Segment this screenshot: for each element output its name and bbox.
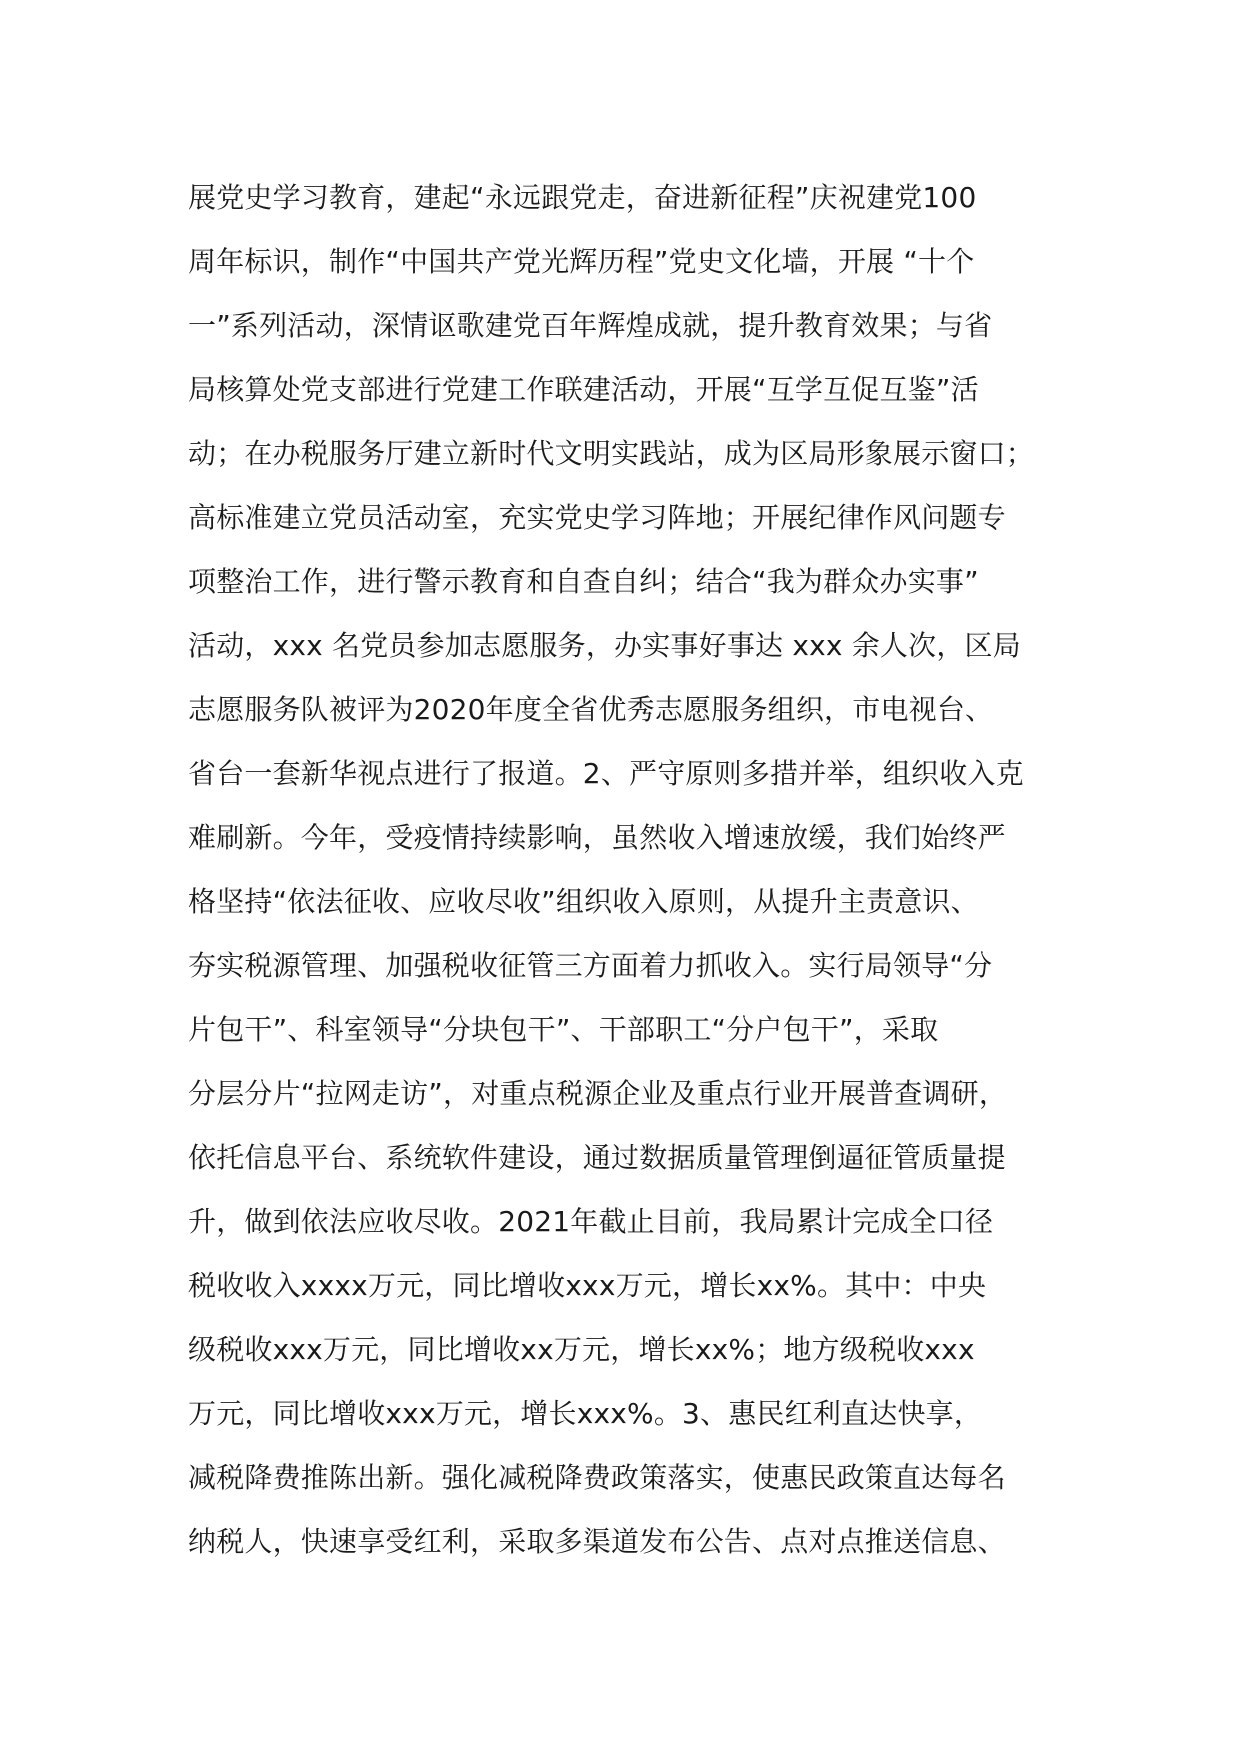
text-line: 活动，xxx 名党员参加志愿服务，办实事好事达 xxx 余人次，区局 — [188, 629, 1021, 662]
text-line: 格坚持“依法征收、应收尽收”组织收入原则，从提升主责意识、 — [188, 885, 979, 918]
text-line: 展党史学习教育，建起“永远跟党走，奋进新征程”庆祝建党100 — [188, 181, 977, 214]
text-line: 级税收xxx万元，同比增收xx万元，增长xx%；地方级税收xxx — [188, 1333, 975, 1366]
text-line: 依托信息平台、系统软件建设，通过数据质量管理倒逼征管质量提 — [188, 1141, 1006, 1174]
text-line: 一”系列活动，深情讴歌建党百年辉煌成就，提升教育效果；与省 — [188, 309, 993, 342]
text-line: 高标准建立党员活动室，充实党史学习阵地；开展纪律作风问题专 — [188, 501, 1006, 534]
text-line: 局核算处党支部进行党建工作联建活动，开展“互学互促互鉴”活 — [188, 373, 979, 406]
text-line: 省台一套新华视点进行了报道。2、严守原则多措并举，组织收入克 — [188, 757, 1024, 790]
text-line: 动；在办税服务厅建立新时代文明实践站，成为区局形象展示窗口； — [188, 437, 1035, 470]
text-line: 万元，同比增收xxx万元，增长xxx%。3、惠民红利直达快享， — [188, 1397, 983, 1430]
text-line: 分层分片“拉网走访”，对重点税源企业及重点行业开展普查调研， — [188, 1077, 1008, 1110]
text-line: 片包干”、科室领导“分块包干”、干部职工“分户包干”，采取 — [188, 1013, 939, 1046]
text-line: 项整治工作，进行警示教育和自查自纠；结合“我为群众办实事” — [188, 565, 979, 598]
text-line: 税收收入xxxx万元，同比增收xxx万元，增长xx%。其中：中央 — [188, 1269, 987, 1302]
text-line: 志愿服务队被评为2020年度全省优秀志愿服务组织，市电视台、 — [188, 693, 994, 726]
text-line: 周年标识，制作“中国共产党光辉历程”党史文化墙，开展 “十个 — [188, 245, 975, 278]
text-line: 升，做到依法应收尽收。2021年截止目前，我局累计完成全口径 — [188, 1205, 994, 1238]
text-line: 减税降费推陈出新。强化减税降费政策落实，使惠民政策直达每名 — [188, 1461, 1006, 1494]
text-line: 夯实税源管理、加强税收征管三方面着力抓收入。实行局领导“分 — [188, 949, 993, 982]
text-line: 纳税人，快速享受红利，采取多渠道发布公告、点对点推送信息、 — [188, 1525, 1006, 1558]
text-line: 难刷新。今年，受疫情持续影响，虽然收入增速放缓，我们始终严 — [188, 821, 1006, 854]
body-text — [188, 166, 1068, 1574]
